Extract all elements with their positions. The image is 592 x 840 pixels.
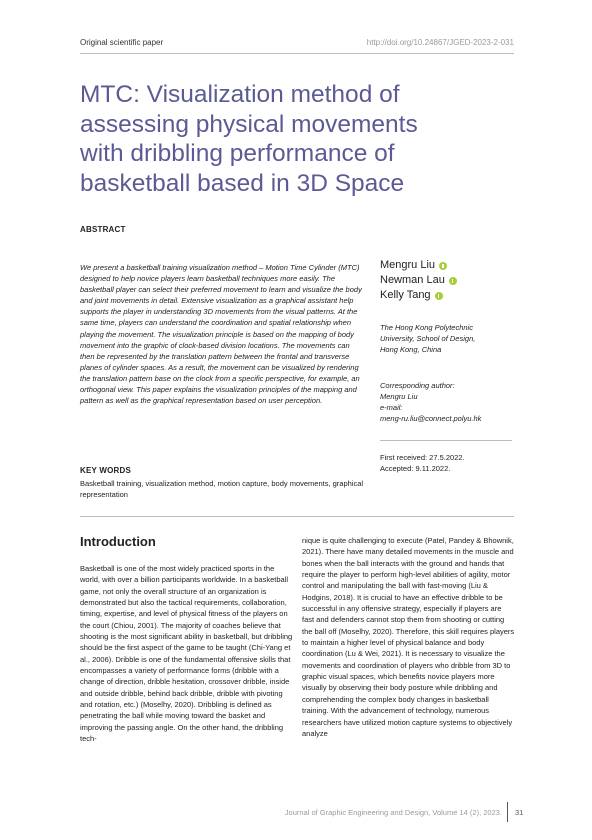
introduction-heading: Introduction (80, 534, 156, 549)
header-divider (80, 53, 514, 54)
keywords-text: Basketball training, visualization method, motion capture, body movements, graphical representation (80, 479, 364, 499)
section-divider (80, 516, 514, 517)
author-list (380, 258, 457, 303)
received-date: First received: 27.5.2022. (380, 453, 465, 462)
paper-title: MTC: Visualization method of assessing physical movements with dribbling performance of basketball based in 3D Space (80, 81, 418, 197)
footer-divider (507, 802, 508, 822)
author-item (380, 288, 457, 303)
body-column-left (80, 563, 293, 745)
running-header-label: Original scientific paper (80, 38, 164, 47)
article-dates (380, 452, 465, 474)
abstract-paragraph: We present a basketball training visualization method – Motion Time Cylinder (MTC) designed to help novice players learn basketball techniques more easily. The basketball player can select their preferred movement to learn and visualize the body and joint movements in detail. Extensive visualization as a graphical assistant help supports the player in understanding 3D movements from the visual patterns. At the same time, players can understand the coordination and spatial relationship when playing the movement. The visualization principle is based on the mapping of body movement into the graphic of clock-based division locations. The movements can then be represented by the translation pattern between the frontal and transverse planes of cylinder spaces. As a result, the movement can be visualized by rendering the translation pattern base on the clock from a specific perspective, for example, an orthogonal view. This paper explains the visualization principles of the mapping and pattern as well as the graphical representation based on user perception. (80, 263, 362, 406)
author-item (380, 273, 457, 288)
author-item (380, 258, 457, 273)
affiliation-line: The Hong Kong Polytechnic (380, 323, 473, 332)
email-label: e-mail: (380, 403, 403, 412)
corresponding-author (380, 380, 481, 424)
abstract-heading: ABSTRACT (80, 225, 126, 234)
keywords-heading: KEY WORDS (80, 466, 131, 475)
author-name: Kelly Tang (380, 289, 431, 301)
corresponding-name: Mengru Liu (380, 392, 418, 401)
affiliation-line: Hong Kong, China (380, 345, 442, 354)
body-paragraph: Basketball is one of the most widely practiced sports in the world, with over a billion participants worldwide. In a basketball game, not only the overall structure of an organization is demonstrated but also the tactical requirements, collaboration, timing, expertise, and level of physical fitness of the players on the court (Chiou, 2001). The majority of coaches believe that shooting is the most significant ability in basketball, but dribbling should be the first aspect of the game to be taught (Chi-Yang et al., 2006). Dribble is one of the fundamental offensive skills that encompasses a variety of performance forms (dribble with a change of direction, dribble hesitation, crossover dribble, inside and outside dribble, behind back dribble, dribble with pivoting and rotation, etc.) (Moselhy, 2020). Dribbling is defined as penetrating the ball while moving toward the basket and improving the passing angle. On the other hand, the dribbling tech- (80, 564, 293, 744)
journal-footer: Journal of Graphic Engineering and Design, Volume 14 (2), 2023. (284, 808, 502, 817)
email-link[interactable]: meng-ru.liu@connect.polyu.hk (380, 414, 482, 423)
affiliation-line: University, School of Design, (380, 334, 476, 343)
corresponding-label: Corresponding author: (380, 381, 455, 390)
accepted-date: Accepted: 9.11.2022. (380, 464, 451, 473)
body-paragraph: nique is quite challenging to execute (Patel, Pandey & Bhownik, 2021). There have many detailed movements in the muscle and bones when the ball interacts with the ground and hands that require the player to perform high-level abilities of agility, motor control and manipulating the ball with fast-moving (Liu & Hodgins, 2018). It is crucial to have an effective dribble to be successful in any offensive strategy, especially if players are fast and defenders cannot stop them from shooting or cutting the ball off (Moselhy, 2020). Therefore, this skill requires players to maintain a higher level of physical balance and body coordination (Lu & Wei, 2021). It is necessary to visualize the movements and coordination of players who dribble from 3D to graphic visual spaces, which benefits novice players more visually by observing their body posture while dribbling and comprehending the complex body changes in basketball training. With the advancement of technology, numerous researchers have utilized motion capture systems to objectively analyze (302, 536, 515, 738)
doi-link[interactable]: http://doi.org/10.24867/JGED-2023-2-031 (366, 38, 514, 47)
body-column-right (302, 535, 515, 739)
dates-divider (380, 440, 512, 441)
author-name: Mengru Liu (380, 259, 436, 271)
orcid-icon[interactable] (435, 292, 443, 300)
author-name: Newman Lau (380, 274, 445, 286)
orcid-icon[interactable] (449, 277, 457, 285)
affiliation (380, 322, 475, 355)
orcid-icon[interactable] (439, 262, 447, 270)
abstract-text (80, 262, 365, 406)
page-number: 31 (515, 808, 524, 817)
